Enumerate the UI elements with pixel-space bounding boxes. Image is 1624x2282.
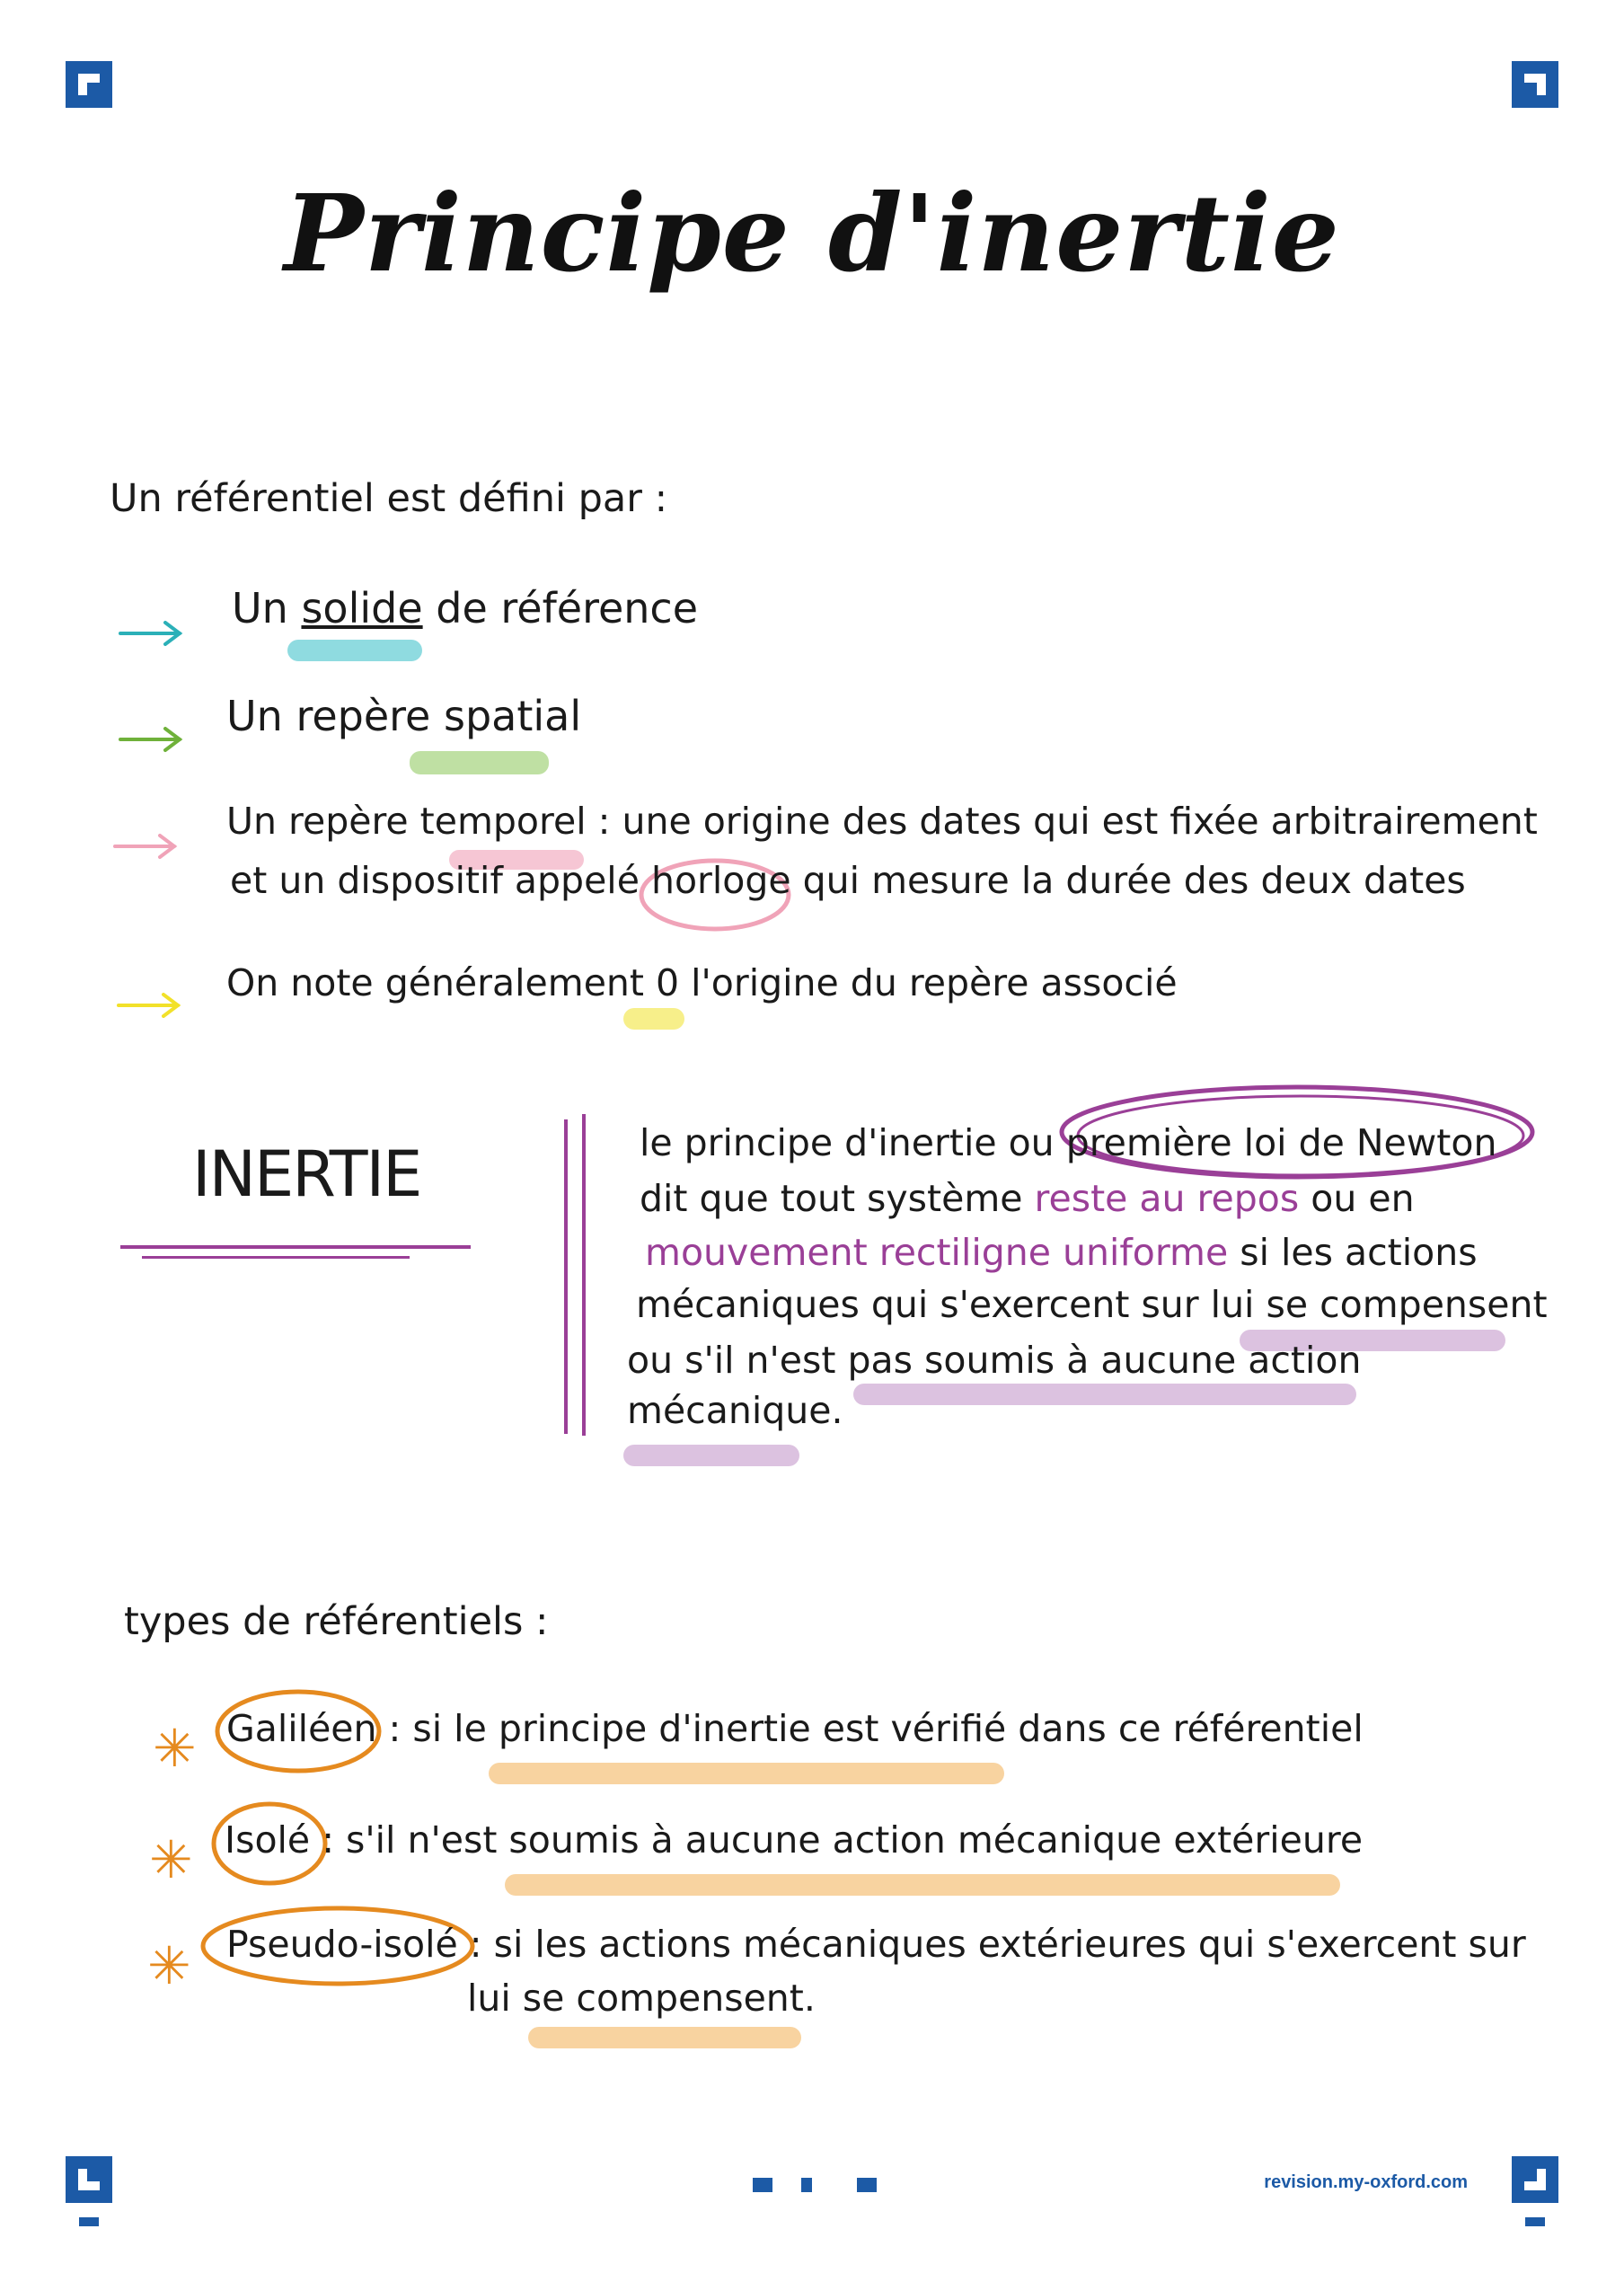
item-4-pre: On note généralement bbox=[226, 961, 657, 1004]
item-2-pre: Un repère bbox=[226, 692, 444, 740]
footer-dot-2 bbox=[801, 2178, 812, 2192]
type-pseudo-isole-desc: : si les actions mécaniques extérieures qui s'exercent sur bbox=[457, 1923, 1526, 1966]
item-4-key: 0 bbox=[656, 961, 680, 1004]
highlight-mecanique bbox=[623, 1445, 799, 1466]
type-galileen: Galiléen bbox=[226, 1707, 377, 1750]
corner-mark-bottom-right bbox=[1512, 2156, 1558, 2203]
inertie-line-2 bbox=[640, 1177, 1415, 1220]
type-isole: Isolé bbox=[225, 1818, 311, 1862]
inertie-line-5-pre: ou s'il n'est bbox=[627, 1339, 848, 1382]
corner-tick-bottom-right bbox=[1525, 2217, 1545, 2226]
highlight-isole bbox=[505, 1874, 1340, 1896]
type-pseudo-isole: Pseudo-isolé bbox=[226, 1923, 458, 1966]
referentiel-item-2 bbox=[226, 692, 581, 740]
corner-tick-bottom-left bbox=[79, 2217, 99, 2226]
teal-arrow-icon bbox=[119, 618, 183, 649]
inertie-line-2-pre: dit que tout système bbox=[640, 1177, 1035, 1220]
highlight-galileen bbox=[489, 1763, 1004, 1784]
inertie-line-1-pre: le principe d'inertie ou bbox=[640, 1121, 1066, 1164]
highlight-pas-soumis bbox=[853, 1384, 1356, 1405]
inertie-underline-2 bbox=[142, 1256, 410, 1259]
mouvement-rectiligne-text: mouvement rectiligne uniforme bbox=[645, 1231, 1229, 1274]
referentiel-item-1 bbox=[232, 584, 698, 632]
item-3-line2-key: horloge bbox=[650, 859, 791, 902]
pink-arrow-icon bbox=[113, 831, 178, 862]
footer-dot-3 bbox=[857, 2178, 877, 2192]
type-item-3 bbox=[226, 1923, 1526, 1966]
highlight-zero bbox=[623, 1008, 684, 1030]
newton-text: première loi de Newton bbox=[1065, 1121, 1497, 1164]
highlight-pseudo-isole bbox=[528, 2027, 801, 2048]
referentiel-item-3-line-2 bbox=[230, 859, 1466, 902]
star-icon-2: ✳ bbox=[149, 1829, 193, 1890]
item-3-post: : une origine des dates qui est fixée arbitrairement bbox=[586, 800, 1538, 843]
pas-soumis-text: pas soumis à aucune action bbox=[847, 1339, 1362, 1382]
corner-mark-top-right bbox=[1512, 61, 1558, 108]
item-1-post: de référence bbox=[422, 584, 699, 632]
type-item-2 bbox=[225, 1818, 1363, 1862]
item-1-pre: Un bbox=[232, 584, 302, 632]
corner-mark-top-left bbox=[66, 61, 112, 108]
type-item-1 bbox=[226, 1707, 1364, 1750]
item-3-key: temporel bbox=[419, 800, 587, 843]
item-4-post: l'origine du repère associé bbox=[679, 961, 1178, 1004]
inertie-divider-2 bbox=[582, 1114, 586, 1436]
star-icon-1: ✳ bbox=[153, 1718, 197, 1779]
star-icon-3: ✳ bbox=[147, 1935, 191, 1996]
item-3-pre: Un repère bbox=[226, 800, 420, 843]
item-3-line2-post: qui mesure la durée des deux dates bbox=[790, 859, 1466, 902]
inertie-divider-1 bbox=[564, 1119, 568, 1434]
inertie-line-4: mécaniques qui s'exercent sur lui se compensent bbox=[636, 1283, 1548, 1326]
highlight-spatial bbox=[410, 751, 549, 774]
referentiel-item-4 bbox=[226, 961, 1178, 1004]
item-1-key: solide bbox=[301, 584, 423, 632]
inertie-label: INERTIE bbox=[192, 1137, 421, 1211]
inertie-underline-1 bbox=[120, 1245, 471, 1249]
inertie-line-3 bbox=[645, 1231, 1478, 1274]
inertie-line-6: mécanique. bbox=[627, 1389, 843, 1432]
type-item-3-line-2: lui se compensent. bbox=[467, 1977, 816, 2020]
green-arrow-icon bbox=[119, 724, 183, 755]
item-3-line2-pre: et un dispositif appelé bbox=[230, 859, 651, 902]
referentiel-intro: Un référentiel est défini par : bbox=[110, 476, 668, 521]
item-2-key: spatial bbox=[443, 692, 582, 740]
type-isole-desc: : s'il n'est soumis à aucune action mécanique extérieure bbox=[310, 1818, 1364, 1862]
types-intro: types de référentiels : bbox=[124, 1599, 549, 1644]
inertie-line-1 bbox=[640, 1121, 1496, 1164]
inertie-line-5 bbox=[627, 1339, 1361, 1382]
corner-mark-bottom-left bbox=[66, 2156, 112, 2203]
referentiel-item-3-line-1 bbox=[226, 800, 1538, 843]
inertie-line-2-post: ou en bbox=[1299, 1177, 1415, 1220]
reste-au-repos-text: reste au repos bbox=[1034, 1177, 1300, 1220]
highlight-solide bbox=[287, 640, 422, 661]
type-galileen-desc: : si le principe d'inertie est vérifié dans ce référentiel bbox=[376, 1707, 1364, 1750]
footer-url-link[interactable]: revision.my-oxford.com bbox=[1264, 2172, 1468, 2192]
yellow-arrow-icon bbox=[117, 990, 181, 1021]
footer-dot-1 bbox=[753, 2178, 772, 2192]
page-title: Principe d'inertie bbox=[284, 171, 1340, 296]
inertie-line-3-post: si les actions bbox=[1228, 1231, 1478, 1274]
